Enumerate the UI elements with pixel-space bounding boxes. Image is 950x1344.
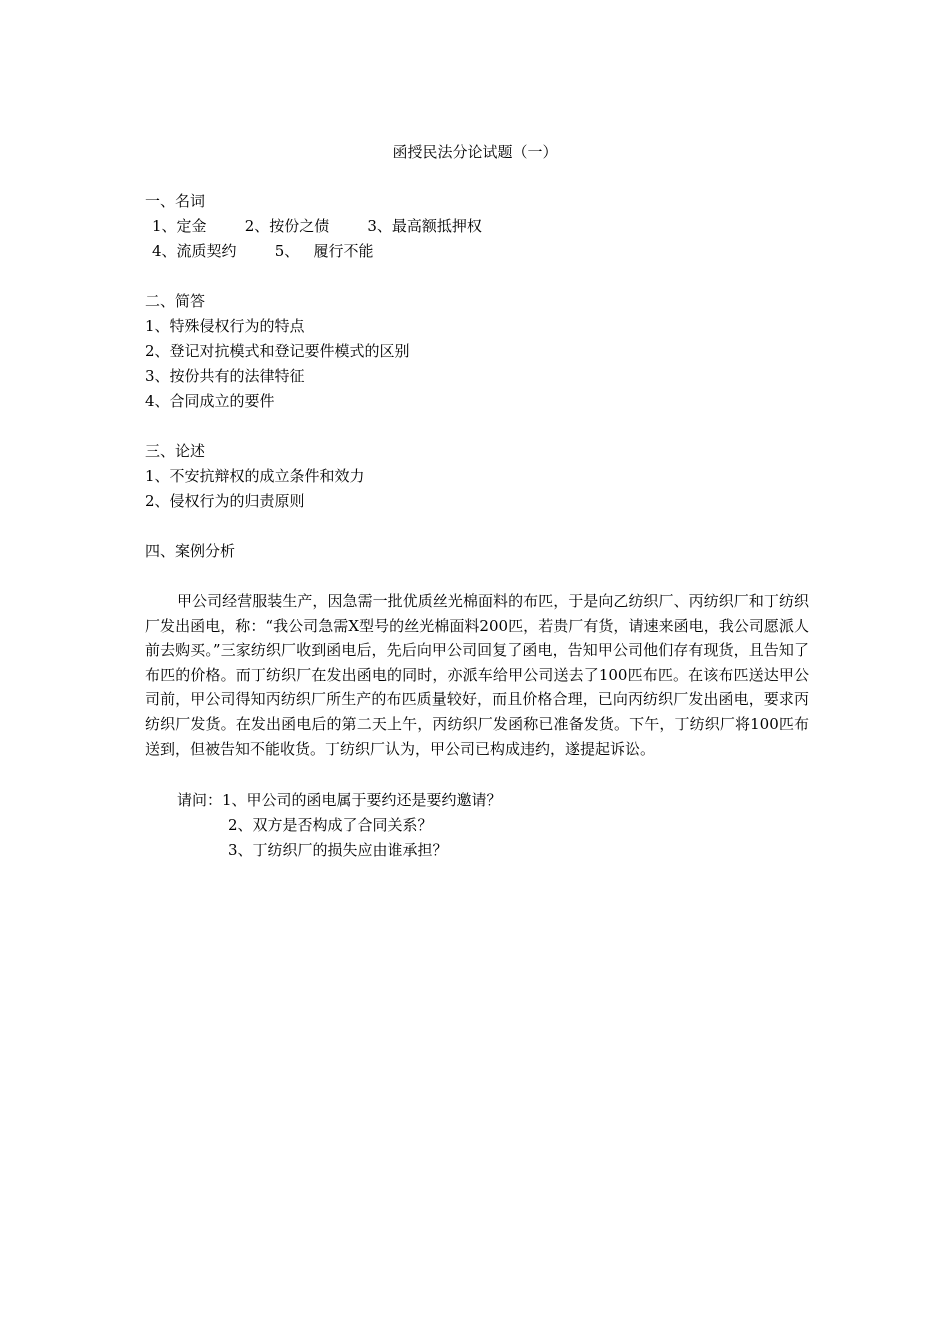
- section-heading-case-analysis: 四、案例分析: [145, 542, 236, 560]
- short-answer-item: 3、按份共有的法律特征: [145, 367, 305, 385]
- case-paragraph: 甲公司经营服装生产，因急需一批优质丝光棉面料的布匹，于是向乙纺织厂、丙纺织厂和丁纺织厂发出函电，称：“我公司急需X型号的丝光棉面料200匹，若贵厂有货，请速来函电，我公司愿派人前去购买。”三家纺织厂收到函电后，先后向甲公司回复了函电，告知甲公司他们存有现货，且告知了布匹的价格。而丁纺织厂在发出函电的同时，亦派车给甲公司送去了100匹布匹。在该布匹送达甲公司前，甲公司得知丙纺织厂所生产的布匹质量较好，而且价格合理，已向丙纺织厂发出函电，要求丙纺织厂发货。在发出函电后的第二天上午，丙纺织厂发函称已准备发货。下午，丁纺织厂将100匹布送到，但被告知不能收货。丁纺织厂认为，甲公司已构成违约，遂提起诉讼。: [145, 592, 809, 758]
- short-answer-item: 4、合同成立的要件: [145, 392, 275, 410]
- case-question: 2、双方是否构成了合同关系？: [228, 816, 433, 834]
- terms-line-2: 4、流质契约 5、 履行不能: [152, 242, 374, 260]
- page-title: 函授民法分论试题（一）: [392, 143, 558, 161]
- terms-line-1: 1、定金 2、按份之债 3、最高额抵押权: [152, 217, 482, 235]
- case-question: 请问：1、甲公司的函电属于要约还是要约邀请？: [177, 791, 502, 809]
- essay-item: 2、侵权行为的归责原则: [145, 492, 305, 510]
- short-answer-item: 2、登记对抗模式和登记要件模式的区别: [145, 342, 410, 360]
- essay-item: 1、不安抗辩权的成立条件和效力: [145, 467, 365, 485]
- section-heading-essay: 三、论述: [145, 442, 206, 460]
- section-heading-terms: 一、名词: [145, 192, 206, 210]
- short-answer-item: 1、特殊侵权行为的特点: [145, 317, 305, 335]
- section-heading-short-answer: 二、简答: [145, 292, 206, 310]
- case-question: 3、丁纺织厂的损失应由谁承担？: [228, 841, 448, 859]
